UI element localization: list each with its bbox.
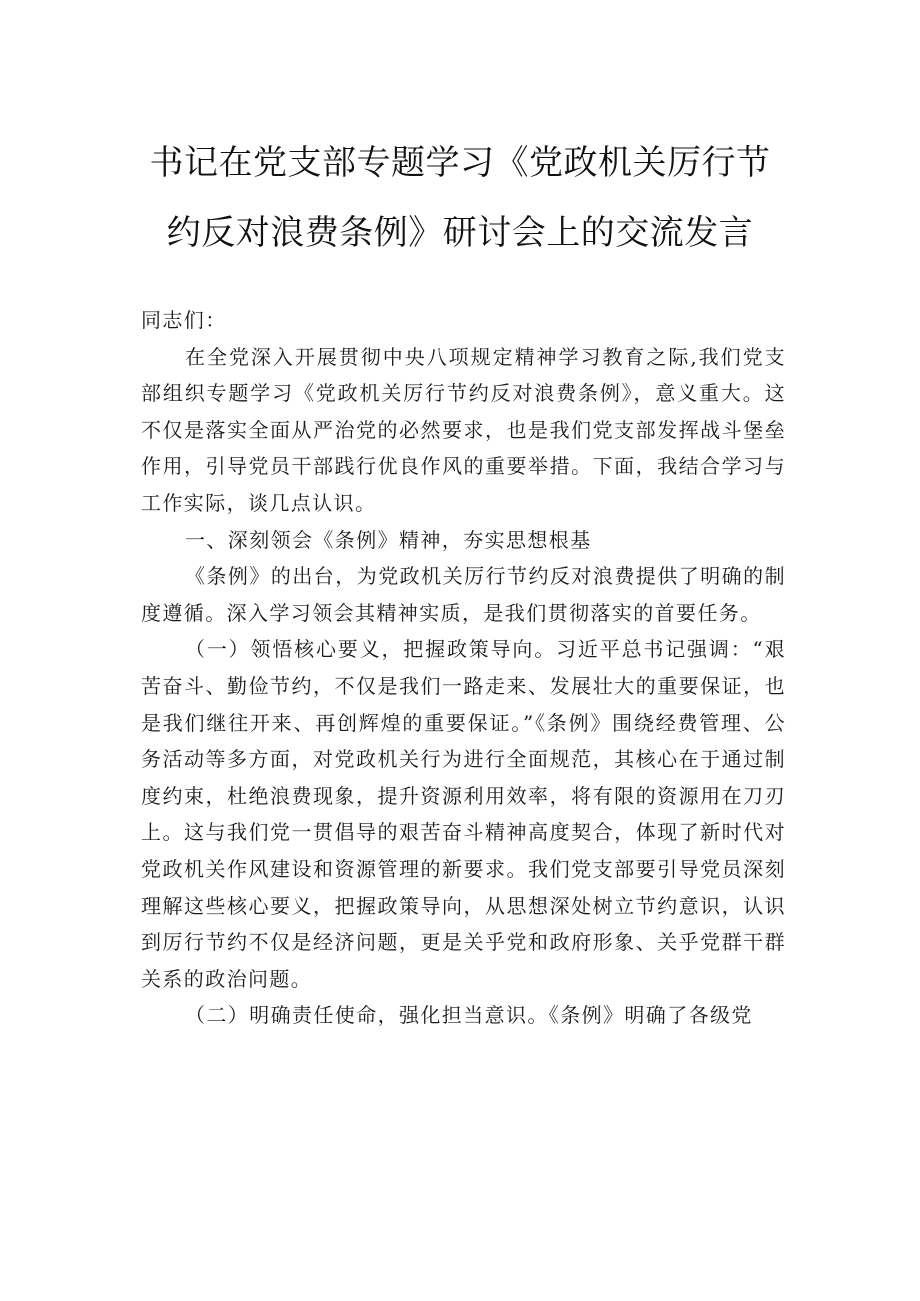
subsection-1-paragraph: （一）领悟核心要义，把握政策导向。习近平总书记强调：“艰苦奋斗、勤俭节约，不仅是我们一路走来、发展壮大的重要保证，也是我们继往开来、再创辉煌的重要保证。”《条例》围绕经费管理、公务活动等多方面，对党政机关行为进行全面规范，其核心在于通过制度约束，杜绝浪费现象，提升资源利用效率，将有限的资源用在刀刃上。这与我们党一贯倡导的艰苦奋斗精神高度契合，体现了新时代对党政机关作风建设和资源管理的新要求。我们党支部要引导党员深刻理解这些核心要义，把握政策导向，从思想深处树立节约意识，认识到厉行节约不仅是经济问题，更是关乎党和政府形象、关乎党群干群关系的政治问题。 [141,637,786,991]
title-line-2: 约反对浪费条例》研讨会上的交流发言 [166,213,754,253]
section-1-paragraph: 《条例》的出台，为党政机关厉行节约反对浪费提供了明确的制度遵循。深入学习领会其精神实质，是我们贯彻落实的首要任务。 [141,564,786,625]
section-1-heading: 一、深刻领会《条例》精神，夯实思想根基 [185,527,592,552]
subsection-2-paragraph: （二）明确责任使命，强化担当意识。《条例》明确了各级党 [185,1003,753,1028]
title-line-1: 书记在党支部专题学习《党政机关厉行节 [149,143,771,183]
intro-paragraph: 在全党深入开展贯彻中央八项规定精神学习教育之际,我们党支部组织专题学习《党政机关厉行节约反对浪费条例》，意义重大。这不仅是落实全面从严治党的必然要求，也是我们党支部发挥战斗堡垒作用，引导党员干部践行优良作风的重要举措。下面，我结合学习与工作实际，谈几点认识。 [141,344,786,515]
document-body [141,302,786,1034]
document-title [120,128,800,268]
salutation: 同志们： [141,308,227,332]
